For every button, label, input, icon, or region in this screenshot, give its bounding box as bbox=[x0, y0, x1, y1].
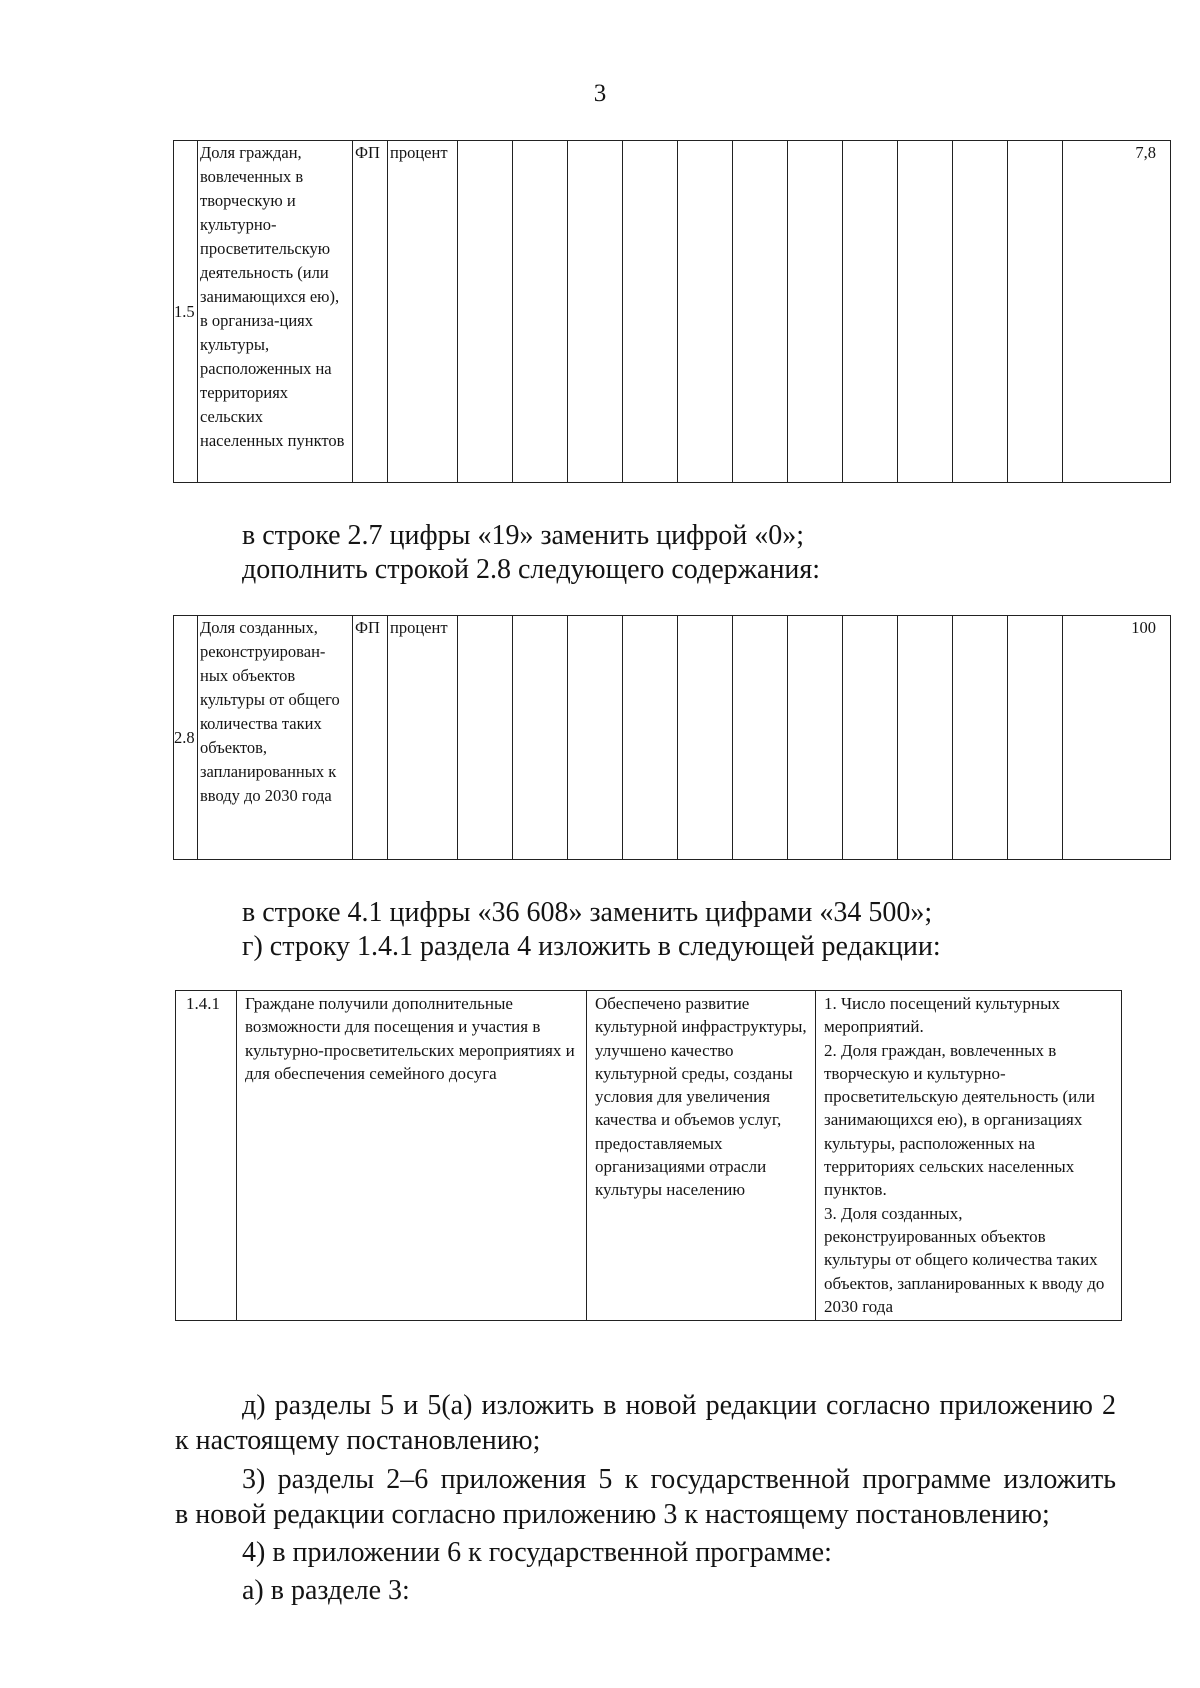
paragraph-3-line-2: в новой редакции согласно приложению 3 к настоящему постановлению; bbox=[175, 1499, 1050, 1530]
indicators-cell bbox=[816, 991, 1122, 1321]
paragraph-row-1-4-1: г) строку 1.4.1 раздела 4 изложить в следующей редакции: bbox=[242, 931, 941, 962]
unit-cell: процент bbox=[388, 141, 458, 483]
effect-cell: Обеспечено развитие культурной инфраструктуры, улучшено качество культурной среды, созданы условия для увеличения качества и объемов услуг, предоставляемых организациями отрасли культуры населению bbox=[587, 991, 816, 1321]
row-number-cell: 1.5 bbox=[174, 141, 198, 483]
empty-value-cell bbox=[623, 616, 678, 860]
page-number: 3 bbox=[593, 80, 607, 107]
empty-value-cell bbox=[678, 141, 733, 483]
unit-cell: процент bbox=[388, 616, 458, 860]
empty-value-cell bbox=[678, 616, 733, 860]
paragraph-4: 4) в приложении 6 к государственной программе: bbox=[242, 1537, 832, 1568]
indicator-item: 1. Число посещений культурных мероприятий. bbox=[824, 994, 1061, 1037]
paragraph-row-4-1: в строке 4.1 цифры «36 608» заменить цифрами «34 500»; bbox=[242, 897, 933, 928]
empty-value-cell bbox=[513, 141, 568, 483]
empty-value-cell bbox=[898, 141, 953, 483]
paragraph-d-line-2: к настоящему постановлению; bbox=[175, 1425, 541, 1456]
indicator-item: 3. Доля созданных, реконструированных объектов культуры от общего количества таких объектов, запланированных к вводу до 2030 года bbox=[824, 1203, 1105, 1316]
target-value-cell: 7,8 bbox=[1063, 141, 1171, 483]
empty-value-cell bbox=[623, 141, 678, 483]
empty-value-cell bbox=[568, 616, 623, 860]
empty-value-cell bbox=[458, 141, 513, 483]
row-number-cell: 1.4.1 bbox=[176, 991, 237, 1321]
empty-value-cell bbox=[788, 141, 843, 483]
empty-value-cell bbox=[953, 141, 1008, 483]
empty-value-cell bbox=[788, 616, 843, 860]
empty-value-cell bbox=[1008, 141, 1063, 483]
paragraph-d-line-1: д) разделы 5 и 5(а) изложить в новой редакции согласно приложению 2 bbox=[242, 1390, 1116, 1421]
indicator-table-row-1-5 bbox=[173, 140, 1171, 483]
paragraph-row-2-7: в строке 2.7 цифры «19» заменить цифрой «0»; bbox=[242, 520, 804, 551]
empty-value-cell bbox=[733, 616, 788, 860]
empty-value-cell bbox=[568, 141, 623, 483]
type-cell: ФП bbox=[353, 141, 388, 483]
paragraph-3-line-1: 3) разделы 2–6 приложения 5 к государственной программе изложить bbox=[242, 1464, 1116, 1495]
empty-value-cell bbox=[733, 141, 788, 483]
indicator-name-cell: Доля созданных, реконструирован-ных объектов культуры от общего количества таких объектов, запланированных к вводу до 2030 года bbox=[198, 616, 353, 860]
indicator-item: 2. Доля граждан, вовлеченных в творческую и культурно-просветительскую деятельность (или занимающихся ею), в организациях культуры, расположенных на территориях сельских населенных пунктов. bbox=[824, 1040, 1095, 1200]
empty-value-cell bbox=[953, 616, 1008, 860]
paragraph-add-row-2-8: дополнить строкой 2.8 следующего содержания: bbox=[242, 554, 821, 585]
task-cell: Граждане получили дополнительные возможности для посещения и участия в культурно-просветительских мероприятиях и для обеспечения семейного досуга bbox=[237, 991, 587, 1321]
type-cell: ФП bbox=[353, 616, 388, 860]
paragraph-a: а) в разделе 3: bbox=[242, 1575, 410, 1606]
section-4-table-row-1-4-1 bbox=[175, 990, 1122, 1321]
target-value-cell: 100 bbox=[1063, 616, 1171, 860]
empty-value-cell bbox=[898, 616, 953, 860]
indicator-name-cell: Доля граждан, вовлеченных в творческую и культурно-просветительскую деятельность (или занимающихся ею), в организа-циях культуры, расположенных на территориях сельских населенных пунктов bbox=[198, 141, 353, 483]
empty-value-cell bbox=[843, 616, 898, 860]
empty-value-cell bbox=[843, 141, 898, 483]
indicator-table-row-2-8 bbox=[173, 615, 1171, 860]
empty-value-cell bbox=[1008, 616, 1063, 860]
empty-value-cell bbox=[458, 616, 513, 860]
row-number-cell: 2.8 bbox=[174, 616, 198, 860]
empty-value-cell bbox=[513, 616, 568, 860]
